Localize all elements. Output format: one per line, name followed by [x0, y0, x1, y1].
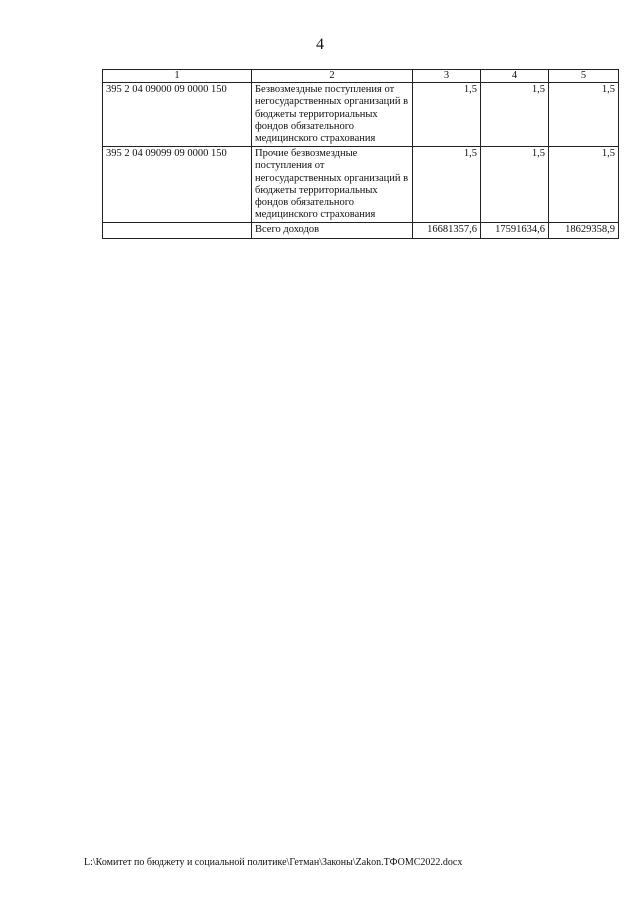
total-value-year3: 18629358,9: [549, 223, 619, 238]
table-row: [103, 147, 619, 223]
budget-code-cell: 395 2 04 09099 09 0000 150: [103, 147, 252, 223]
page-number: 4: [316, 36, 324, 53]
column-header-3: 3: [413, 70, 481, 83]
column-header-2: 2: [252, 70, 413, 83]
value-cell-year3: 1,5: [549, 147, 619, 223]
budget-code-cell: 395 2 04 09000 09 0000 150: [103, 83, 252, 147]
total-code-cell: [103, 223, 252, 238]
total-value-year1: 16681357,6: [413, 223, 481, 238]
value-cell-year3: 1,5: [549, 83, 619, 147]
column-header-4: 4: [481, 70, 549, 83]
income-table: [102, 69, 619, 239]
column-header-5: 5: [549, 70, 619, 83]
description-cell: Безвозмездные поступления от негосударственных организаций в бюджеты территориальных фондов обязательного медицинского страхования: [252, 83, 413, 147]
footer-file-path: L:\Комитет по бюджету и социальной политике\Гетман\Законы\Zakon.ТФОМС2022.docx: [84, 857, 463, 868]
value-cell-year2: 1,5: [481, 147, 549, 223]
table-header-row: [103, 70, 619, 83]
table-row: [103, 83, 619, 147]
value-cell-year2: 1,5: [481, 83, 549, 147]
total-label-cell: Всего доходов: [252, 223, 413, 238]
value-cell-year1: 1,5: [413, 147, 481, 223]
column-header-1: 1: [103, 70, 252, 83]
value-cell-year1: 1,5: [413, 83, 481, 147]
description-cell: Прочие безвозмездные поступления от негосударственных организаций в бюджеты территориальных фондов обязательного медицинского страхования: [252, 147, 413, 223]
total-row: [103, 223, 619, 238]
total-value-year2: 17591634,6: [481, 223, 549, 238]
